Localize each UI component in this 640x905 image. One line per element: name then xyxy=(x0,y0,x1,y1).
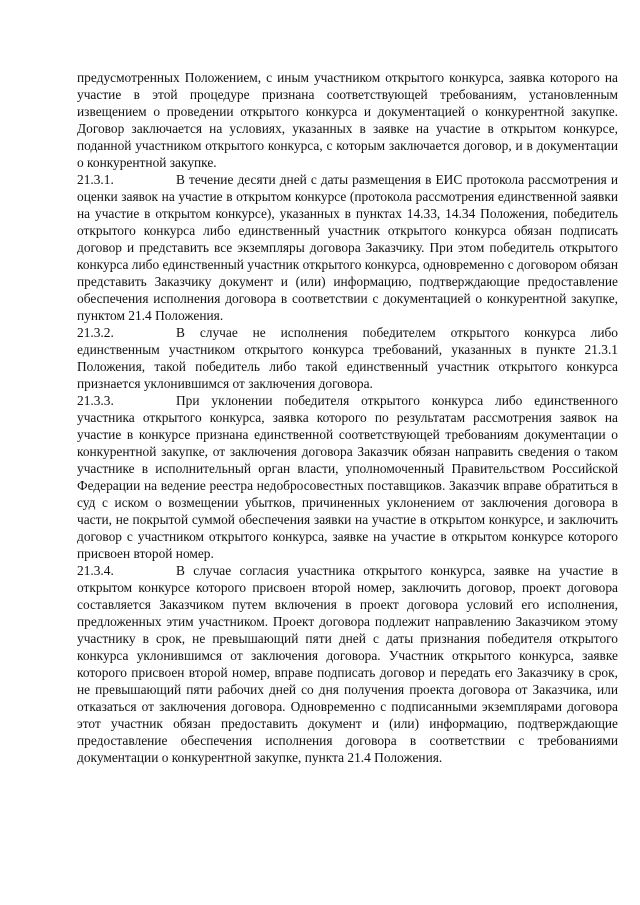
clause-number: 21.3.3. xyxy=(77,393,114,408)
clause-21-3-1 xyxy=(77,171,618,324)
clause-number: 21.3.1. xyxy=(77,172,114,187)
clause-text: В течение десяти дней с даты размещения в ЕИС протокола рассмотрения и оценки заявок на участие в открытом конкурсе (протокола рассмотрения единственной заявки на участие в открытом конкурсе), указанных в пунктах 14.33, 14.34 Положения, победитель открытого конкурса либо единственный участник открытого конкурса обязан подписать договор и представить все экземпляры договора Заказчику. При этом победитель открытого конкурса либо единственный участник открытого конкурса, одновременно с договором обязан представить Заказчику документ и (или) информацию, подтверждающие предоставление обеспечения исполнения договора в соответствии с документацией о конкурентной закупке, пунктом 21.4 Положения. xyxy=(77,172,618,323)
clause-21-3-3 xyxy=(77,392,618,562)
clause-number: 21.3.4. xyxy=(77,563,114,578)
clause-number: 21.3.2. xyxy=(77,325,114,340)
clause-text: При уклонении победителя открытого конкурса либо единственного участника открытого конкурса, заявка которого по результатам рассмотрения заявок на участие в конкурсе признана единственной соответствующей требованиям документации о конкурентной закупке, от заключения договора Заказчик обязан направить сведения о таком участнике в исполнительный орган власти, уполномоченный Правительством Российской Федерации на ведение реестра недобросовестных поставщиков. Заказчик вправе обратиться в суд с иском о возмещении убытков, причиненных уклонением от заключения договора в части, не покрытой суммой обеспечения заявки на участие в открытом конкурсе, и заключить договор с участником открытого конкурса, заявке на участие в открытом конкурсе которого присвоен второй номер. xyxy=(77,393,618,561)
intro-paragraph: предусмотренных Положением, с иным участником открытого конкурса, заявка которого на участие в этой процедуре признана соответствующей требованиям, установленным извещением о проведении открытого конкурса и документацией о конкурентной закупке. Договор заключается на условиях, указанных в заявке на участие в открытом конкурсе, поданной участником открытого конкурса, с которым заключается договор, и в документации о конкурентной закупке. xyxy=(77,70,618,170)
clause-21-3-4 xyxy=(77,562,618,766)
clause-text: В случае согласия участника открытого конкурса, заявке на участие в открытом конкурсе которого присвоен второй номер, заключить договор, проект договора составляется Заказчиком путем включения в проект договора условий его исполнения, предложенных этим участником. Проект договора подлежит направлению Заказчиком этому участнику в срок, не превышающий пяти дней с даты признания победителя открытого конкурса уклонившимся от заключения договора. Участник открытого конкурса, заявке которого присвоен второй номер, вправе подписать договор и передать его Заказчику в срок, не превышающий пяти рабочих дней со дня получения проекта договора от Заказчика, или отказаться от заключения договора. Одновременно с подписанными экземплярами договора этот участник обязан предоставить документ и (или) информацию, подтверждающие предоставление обеспечения исполнения договора в соответствии с требованиями документации о конкурентной закупке, пункта 21.4 Положения. xyxy=(77,563,618,765)
clause-text: В случае не исполнения победителем открытого конкурса либо единственным участником открытого конкурса требований, указанных в пункте 21.3.1 Положения, такой победитель либо такой единственный участник открытого конкурса признается уклонившимся от заключения договора. xyxy=(77,325,618,391)
clause-21-3-2 xyxy=(77,324,618,392)
